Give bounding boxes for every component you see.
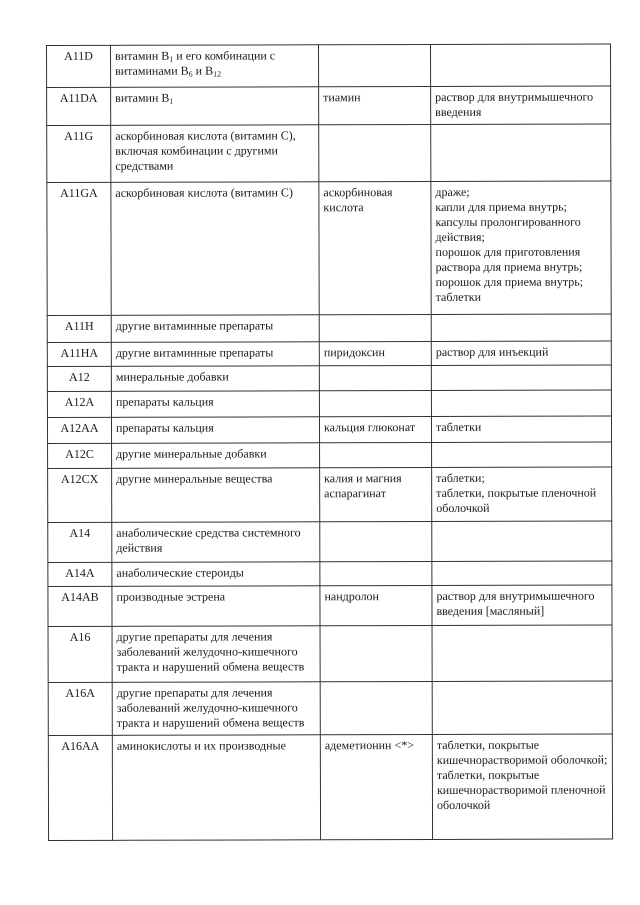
inn-cell: кальция глюконат bbox=[319, 416, 431, 442]
atc-name-cell: другие минеральные вещества bbox=[112, 468, 320, 523]
atc-name-cell: другие витаминные препараты bbox=[111, 315, 319, 343]
table-row bbox=[47, 181, 611, 315]
atc-name-cell: другие препараты для лечения заболеваний желудочно-кишечного тракта и нарушений обмена веществ bbox=[112, 626, 320, 683]
atc-code-cell: A11D bbox=[47, 45, 111, 87]
table-row bbox=[47, 365, 611, 391]
atc-name-cell: другие препараты для лечения заболеваний желудочно-кишечного тракта и нарушений обмена веществ bbox=[112, 682, 320, 736]
atc-code-cell: A14A bbox=[48, 562, 112, 586]
table-row bbox=[47, 124, 611, 182]
dosage-form-cell: таблетки bbox=[431, 416, 611, 442]
inn-cell bbox=[320, 561, 432, 585]
dosage-form-cell bbox=[432, 442, 612, 467]
dosage-form-cell bbox=[431, 314, 611, 341]
atc-name-cell: витамин $B_1$ и его комбинации с витаминами $B_6$ и $B_{12}$ bbox=[111, 45, 319, 88]
table-row bbox=[48, 521, 612, 562]
inn-cell: аскорбиновая кислота bbox=[319, 181, 431, 314]
inn-cell bbox=[320, 681, 432, 734]
atc-code-cell: A14AB bbox=[48, 586, 112, 626]
inn-cell bbox=[319, 365, 431, 390]
inn-cell: калия и магния аспарагинат bbox=[320, 467, 432, 521]
dosage-form-cell: таблетки, покрытые кишечнорастворимой оболочкой; таблетки, покрытые кишечнорастворимой пленочной оболочкой bbox=[432, 734, 612, 839]
atc-name-cell: минеральные добавки bbox=[111, 366, 319, 392]
dosage-form-cell bbox=[431, 390, 611, 416]
inn-cell bbox=[319, 124, 431, 181]
atc-code-cell: A11G bbox=[47, 125, 111, 182]
table-row bbox=[47, 416, 611, 443]
table-row bbox=[47, 86, 611, 125]
atc-name-cell: аскорбиновая кислота (витамин С) bbox=[111, 182, 319, 316]
atc-code-cell: A12CX bbox=[48, 468, 112, 522]
atc-name-cell: другие минеральные добавки bbox=[112, 443, 320, 469]
dosage-form-cell bbox=[432, 681, 612, 734]
atc-code-cell: A11DA bbox=[47, 87, 111, 125]
atc-name-cell: другие витаминные препараты bbox=[111, 342, 319, 367]
table-row bbox=[48, 681, 612, 735]
atc-name-cell: производные эстрена bbox=[112, 586, 320, 627]
dosage-form-cell bbox=[432, 521, 612, 561]
atc-code-cell: A16AA bbox=[48, 735, 112, 840]
atc-code-cell: A12A bbox=[47, 391, 111, 417]
dosage-form-cell bbox=[431, 365, 611, 390]
atc-table bbox=[46, 44, 613, 841]
inn-cell: нандролон bbox=[320, 585, 432, 625]
table-row bbox=[47, 314, 611, 342]
inn-cell bbox=[319, 390, 431, 416]
table-row bbox=[47, 44, 611, 87]
dosage-form-cell: таблетки; таблетки, покрытые пленочной оболочкой bbox=[432, 467, 612, 521]
atc-code-cell: A12AA bbox=[47, 417, 111, 443]
dosage-form-cell bbox=[431, 124, 611, 181]
table-row bbox=[48, 585, 612, 626]
table-row bbox=[47, 390, 611, 417]
inn-cell bbox=[320, 625, 432, 681]
dosage-form-cell: раствор для внутримышечного введения [масляный] bbox=[432, 585, 612, 625]
atc-code-cell: A11GA bbox=[47, 182, 111, 315]
atc-code-cell: A11H bbox=[47, 315, 111, 342]
dosage-form-cell: раствор для внутримышечного введения bbox=[431, 86, 611, 124]
table-row bbox=[47, 341, 611, 366]
atc-name-cell: анаболические средства системного действия bbox=[112, 522, 320, 563]
atc-name-cell: анаболические стероиды bbox=[112, 562, 320, 587]
atc-code-cell: A12 bbox=[47, 366, 111, 391]
atc-name-cell: препараты кальция bbox=[111, 417, 319, 444]
table-row bbox=[48, 561, 612, 586]
inn-cell: тиамин bbox=[319, 86, 431, 124]
inn-cell bbox=[320, 521, 432, 561]
table-row bbox=[48, 734, 612, 840]
table-row bbox=[48, 467, 612, 522]
table-row bbox=[48, 625, 612, 682]
inn-cell bbox=[319, 314, 431, 341]
table-row bbox=[48, 442, 612, 468]
atc-code-cell: A14 bbox=[48, 522, 112, 562]
atc-name-cell: витамин $B_1$ bbox=[111, 87, 319, 126]
inn-cell bbox=[319, 44, 431, 86]
inn-cell: адеметионин <*> bbox=[320, 734, 432, 839]
dosage-form-cell bbox=[432, 625, 612, 681]
atc-code-cell: A11HA bbox=[47, 342, 111, 366]
atc-code-cell: A16A bbox=[48, 682, 112, 735]
inn-cell bbox=[320, 442, 432, 467]
atc-name-cell: аминокислоты и их производные bbox=[112, 735, 320, 841]
atc-code-cell: A16 bbox=[48, 626, 112, 682]
dosage-form-cell: раствор для инъекций bbox=[431, 341, 611, 365]
atc-name-cell: аскорбиновая кислота (витамин С), включая комбинации с другими средствами bbox=[111, 125, 319, 183]
dosage-form-cell bbox=[432, 561, 612, 585]
inn-cell: пиридоксин bbox=[319, 341, 431, 365]
atc-code-cell: A12C bbox=[48, 443, 112, 468]
dosage-form-cell bbox=[431, 44, 611, 86]
dosage-form-cell: драже; капли для приема внутрь; капсулы пролонгированного действия; порошок для приготовления раствора для приема внутрь; порошок для приема внутрь; таблетки bbox=[431, 181, 611, 314]
atc-name-cell: препараты кальция bbox=[111, 391, 319, 418]
